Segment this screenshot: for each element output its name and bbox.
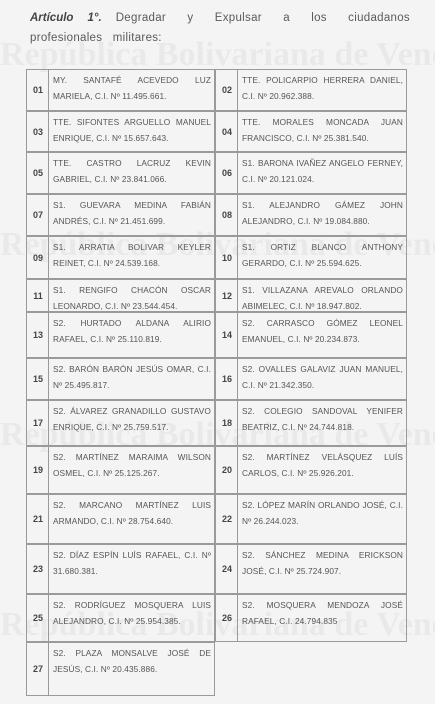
- personnel-entry-cell: [48, 312, 215, 358]
- personnel-entry-cell: [48, 194, 215, 236]
- row-number: 08: [221, 210, 232, 220]
- personnel-entry-cell: [237, 236, 407, 279]
- personnel-entry: S2. DÍAZ ESPÍN LUÍS RAFAEL, C.I. Nº 31.680.381.: [53, 550, 211, 576]
- row-number-cell: [26, 279, 49, 312]
- row-number: 14: [221, 330, 232, 340]
- row-number: 07: [32, 210, 43, 220]
- personnel-entry: S2. MARTÍNEZ MARAIMA WILSON OSMEL, C.I. Nº 25.125.267.: [53, 452, 211, 478]
- row-number-cell: [26, 544, 49, 594]
- row-number-cell: [26, 194, 49, 236]
- article-intro: [30, 8, 410, 48]
- row-number-cell: [26, 69, 49, 111]
- personnel-entry: S2. PLAZA MONSALVE JOSÉ DE JESÚS, C.I. Nº 20.435.886.: [53, 648, 211, 674]
- row-number-cell: [215, 194, 238, 236]
- personnel-entry-cell: [237, 358, 407, 400]
- personnel-entry-cell: [48, 358, 215, 400]
- row-number: 10: [221, 252, 232, 263]
- row-number-cell: [26, 594, 49, 642]
- personnel-entry-cell: [237, 152, 407, 194]
- row-number-cell: [215, 494, 238, 544]
- row-number-cell: [215, 544, 238, 594]
- personnel-entry: TTE. CASTRO LACRUZ KEVIN GABRIEL, C.I. Nº 23.841.066.: [53, 158, 211, 184]
- row-number: 02: [221, 85, 232, 95]
- personnel-entry: S1. ARRATIA BOLIVAR KEYLER REINET, C.I. Nº 24.539.168.: [53, 242, 211, 268]
- personnel-entry-cell: [237, 194, 407, 236]
- personnel-entry-cell: [237, 544, 407, 594]
- personnel-entry: MY. SANTAFÉ ACEVEDO LUZ MARIELA, C.I. Nº 11.495.661.: [53, 75, 211, 101]
- personnel-entry: S1. ALEJANDRO GÁMEZ JOHN ALEJANDRO, C.I. Nº 19.084.880.: [242, 200, 403, 226]
- row-number-cell: [26, 358, 49, 400]
- personnel-entry-cell: [237, 279, 407, 312]
- personnel-entry-cell: [48, 544, 215, 594]
- personnel-entry: TTE. SIFONTES ARGUELLO MANUEL ENRIQUE, C.I. Nº 15.657.643.: [53, 117, 211, 143]
- personnel-entry-cell: [48, 152, 215, 194]
- row-number-cell: [215, 358, 238, 400]
- personnel-entry: S1. BARONA IVAÑEZ ANGELO FERNEY, C.I. Nº 20.121.024.: [242, 158, 403, 184]
- personnel-entry: S1. VILLAZANA AREVALO ORLANDO ABIMELEC, C.I. Nº 18.947.802.: [242, 285, 403, 311]
- row-number: 04: [221, 126, 232, 137]
- row-number-cell: [26, 312, 49, 358]
- row-number-cell: [215, 236, 238, 279]
- row-number-cell: [215, 279, 238, 312]
- personnel-entry-cell: [48, 400, 215, 446]
- row-number: 26: [221, 613, 232, 623]
- row-number: 23: [32, 564, 43, 574]
- row-number: 20: [221, 465, 232, 475]
- personnel-entry: S2. COLEGIO SANDOVAL YENIFER BEATRIZ, C.I. Nº 24.744.818.: [242, 406, 403, 432]
- row-number: 05: [32, 168, 43, 178]
- personnel-entry-cell: [237, 400, 407, 446]
- personnel-entry: TTE. MORALES MONCADA JUAN FRANCISCO, C.I. Nº 25.381.540.: [242, 117, 403, 143]
- personnel-entry-cell: [237, 312, 407, 358]
- row-number: 15: [32, 374, 43, 384]
- row-number-cell: [26, 642, 49, 696]
- personnel-entry: S2. ÁLVAREZ GRANADILLO GUSTAVO ENRIQUE, C.I. Nº 25.759.517.: [53, 406, 211, 432]
- row-number-cell: [26, 494, 49, 544]
- row-number: 25: [32, 613, 43, 623]
- row-number: 16: [221, 374, 232, 384]
- row-number: 09: [32, 252, 43, 263]
- personnel-entry: S2. SÁNCHEZ MEDINA ERICKSON JOSÉ, C.I. Nº 25.724.907.: [242, 550, 403, 576]
- personnel-entry: TTE. POLICARPIO HERRERA DANIEL, C.I. Nº 20.962.388.: [242, 75, 403, 101]
- personnel-entry: S2. MARCANO MARTÍNEZ LUIS ARMANDO, C.I. Nº 28.754.640.: [53, 500, 211, 526]
- row-number-cell: [26, 236, 49, 279]
- personnel-entry: S1. ORTIZ BLANCO ANTHONY GERARDO, C.I. Nº 25.594.625.: [242, 242, 403, 268]
- row-number: 19: [32, 465, 43, 475]
- personnel-entry: S2. HURTADO ALDANA ALIRIO RAFAEL, C.I. Nº 25.110.819.: [53, 318, 211, 344]
- row-number-cell: [26, 446, 49, 494]
- personnel-entry: S2. CARRASCO GÓMEZ LEONEL EMANUEL, C.I. Nº 20.234.873.: [242, 318, 403, 344]
- row-number: 12: [221, 290, 232, 301]
- row-number: 11: [33, 290, 43, 301]
- row-number-cell: [215, 111, 238, 152]
- personnel-entry-cell: [48, 111, 215, 152]
- article-text: Degradar y Expulsar a los ciudadanos profesionales militares:: [30, 12, 410, 44]
- personnel-entry-cell: [237, 594, 407, 642]
- row-number: 21: [32, 514, 43, 524]
- personnel-entry: S2. LÓPEZ MARÍN ORLANDO JOSÉ, C.I. Nº 26.244.023.: [242, 500, 403, 526]
- row-number-cell: [215, 594, 238, 642]
- personnel-entry-cell: [237, 494, 407, 544]
- article-label: Artículo 1°.: [30, 12, 102, 24]
- personnel-entry: S2. MARTÍNEZ VELÁSQUEZ LUÍS CARLOS, C.I. Nº 25.926.201.: [242, 452, 403, 478]
- personnel-entry-cell: [237, 69, 407, 111]
- personnel-entry-cell: [48, 279, 215, 312]
- personnel-entry-cell: [237, 446, 407, 494]
- row-number-cell: [26, 400, 49, 446]
- row-number-cell: [215, 312, 238, 358]
- personnel-entry: S1. RENGIFO CHACÓN OSCAR LEONARDO, C.I. Nº 23.544.454.: [53, 285, 211, 311]
- row-number-cell: [26, 111, 49, 152]
- personnel-entry-cell: [48, 236, 215, 279]
- personnel-entry-cell: [48, 69, 215, 111]
- row-number: 27: [32, 664, 43, 674]
- row-number: 06: [221, 168, 232, 178]
- row-number-cell: [215, 152, 238, 194]
- row-number: 24: [221, 564, 232, 574]
- row-number: 22: [221, 514, 232, 524]
- row-number-cell: [215, 400, 238, 446]
- personnel-entry-cell: [48, 642, 215, 696]
- personnel-entry-cell: [48, 446, 215, 494]
- row-number: 03: [32, 126, 43, 137]
- row-number-cell: [26, 152, 49, 194]
- row-number: 01: [32, 85, 43, 95]
- personnel-entry: S2. RODRÍGUEZ MOSQUERA LUIS ALEJANDRO, C.I. Nº 25.954.385.: [53, 600, 211, 626]
- row-number: 18: [221, 418, 232, 428]
- row-number: 17: [32, 418, 43, 428]
- row-number-cell: [215, 69, 238, 111]
- personnel-entry: S1. GUEVARA MEDINA FABIÁN ANDRÉS, C.I. Nº 21.451.699.: [53, 200, 211, 226]
- personnel-entry: S2. MOSQUERA MENDOZA JOSÉ RAFAEL, C.I. 24.794.835: [242, 600, 403, 626]
- personnel-entry: S2. BARÓN BARÓN JESÚS OMAR, C.I. Nº 25.495.817.: [53, 364, 211, 390]
- personnel-entry-cell: [48, 494, 215, 544]
- row-number-cell: [215, 446, 238, 494]
- row-number: 13: [32, 330, 43, 340]
- personnel-entry-cell: [48, 594, 215, 642]
- personnel-entry: S2. OVALLES GALAVIZ JUAN MANUEL, C.I. Nº 21.342.350.: [242, 364, 403, 390]
- personnel-entry-cell: [237, 111, 407, 152]
